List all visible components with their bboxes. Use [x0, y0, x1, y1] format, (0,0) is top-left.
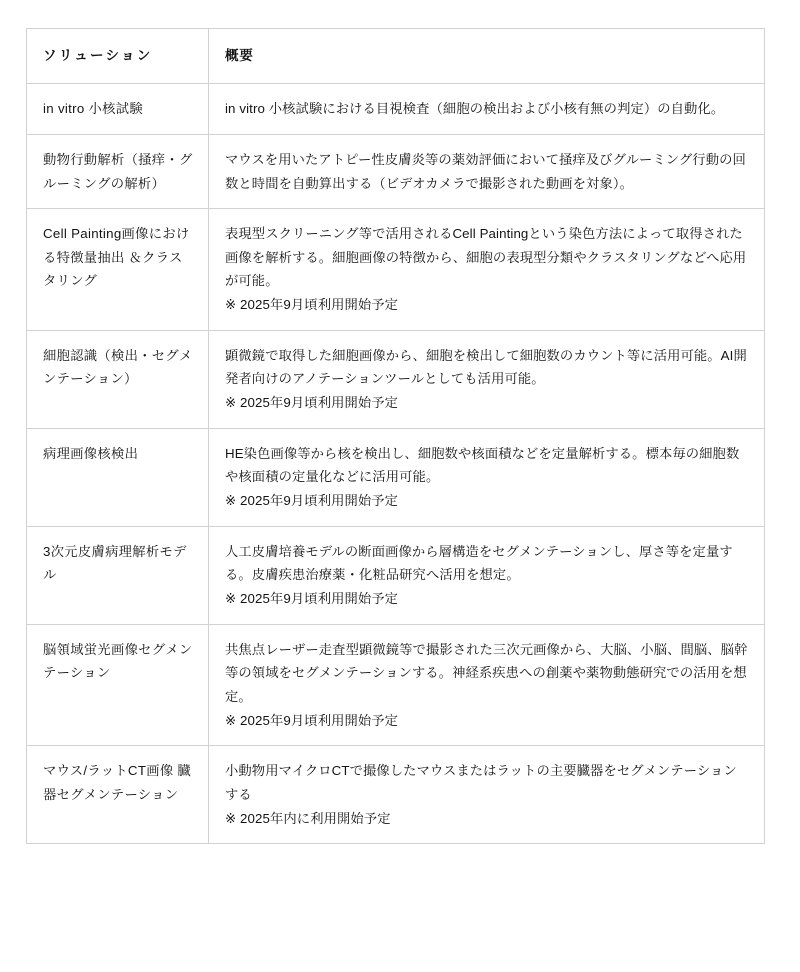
- table-row: [27, 330, 765, 428]
- solution-description: [209, 134, 765, 208]
- solution-description: [209, 330, 765, 428]
- table-row: [27, 746, 765, 844]
- description-text: 表現型スクリーニング等で活用されるCell Paintingという染色方法によって取得された画像を解析する。細胞画像の特徴から、細胞の表現型分類やクラスタリングなどへ応用が可能。: [225, 226, 747, 289]
- table-row: [27, 526, 765, 624]
- solution-name: 脳領域蛍光画像セグメンテーション: [27, 624, 209, 746]
- solution-name: 細胞認識（検出・セグメンテーション）: [27, 330, 209, 428]
- table-header-row: [27, 29, 765, 84]
- description-text: HE染色画像等から核を検出し、細胞数や核面積などを定量解析する。標本毎の細胞数や核面積の定量化などに活用可能。: [225, 445, 740, 485]
- table-row: [27, 84, 765, 135]
- solution-name: in vitro 小核試験: [27, 84, 209, 135]
- table-row: [27, 209, 765, 331]
- table-header: [27, 29, 765, 84]
- solution-name: 3次元皮膚病理解析モデル: [27, 526, 209, 624]
- column-header-solution: ソリューション: [27, 29, 209, 84]
- solution-description: [209, 84, 765, 135]
- description-text: 共焦点レーザー走査型顕微鏡等で撮影された三次元画像から、大脳、小脳、間脳、脳幹等の領域をセグメンテーションする。神経系疾患への創薬や薬物動態研究での活用を想定。: [225, 641, 748, 704]
- availability-note: ※ 2025年9月頃利用開始予定: [225, 297, 399, 313]
- availability-note: ※ 2025年9月頃利用開始予定: [225, 712, 399, 728]
- solution-description: [209, 209, 765, 331]
- table-row: [27, 624, 765, 746]
- table-row: [27, 428, 765, 526]
- description-text: 人工皮膚培養モデルの断面画像から層構造をセグメンテーションし、厚さ等を定量する。皮膚疾患治療薬・化粧品研究へ活用を想定。: [225, 543, 733, 583]
- solution-description: [209, 428, 765, 526]
- solution-description: [209, 746, 765, 844]
- description-text: マウスを用いたアトピー性皮膚炎等の薬効評価において掻痒及びグルーミング行動の回数と時間を自動算出する（ビデオカメラで撮影された動画を対象）。: [225, 151, 746, 191]
- availability-note: ※ 2025年内に利用開始予定: [225, 810, 391, 826]
- availability-note: ※ 2025年9月頃利用開始予定: [225, 395, 399, 411]
- solution-description: [209, 624, 765, 746]
- table-body: [27, 84, 765, 844]
- availability-note: ※ 2025年9月頃利用開始予定: [225, 493, 399, 509]
- description-text: 顕微鏡で取得した細胞画像から、細胞を検出して細胞数のカウント等に活用可能。AI開発者向けのアノテーションツールとしても活用可能。: [225, 347, 747, 387]
- solution-description: [209, 526, 765, 624]
- solution-name: Cell Painting画像における特徴量抽出 ＆クラスタリング: [27, 209, 209, 331]
- solution-name: 動物行動解析（掻痒・グルーミングの解析）: [27, 134, 209, 208]
- availability-note: ※ 2025年9月頃利用開始予定: [225, 591, 399, 607]
- solutions-table: [26, 28, 765, 844]
- description-text: 小動物用マイクロCTで撮像したマウスまたはラットの主要臓器をセグメンテーションする: [225, 763, 737, 802]
- column-header-overview: 概要: [209, 29, 765, 84]
- description-text: in vitro 小核試験における目視検査（細胞の検出および小核有無の判定）の自動化。: [225, 101, 725, 117]
- solution-name: マウス/ラットCT画像 臓器セグメンテーション: [27, 746, 209, 844]
- table-row: [27, 134, 765, 208]
- solution-name: 病理画像核検出: [27, 428, 209, 526]
